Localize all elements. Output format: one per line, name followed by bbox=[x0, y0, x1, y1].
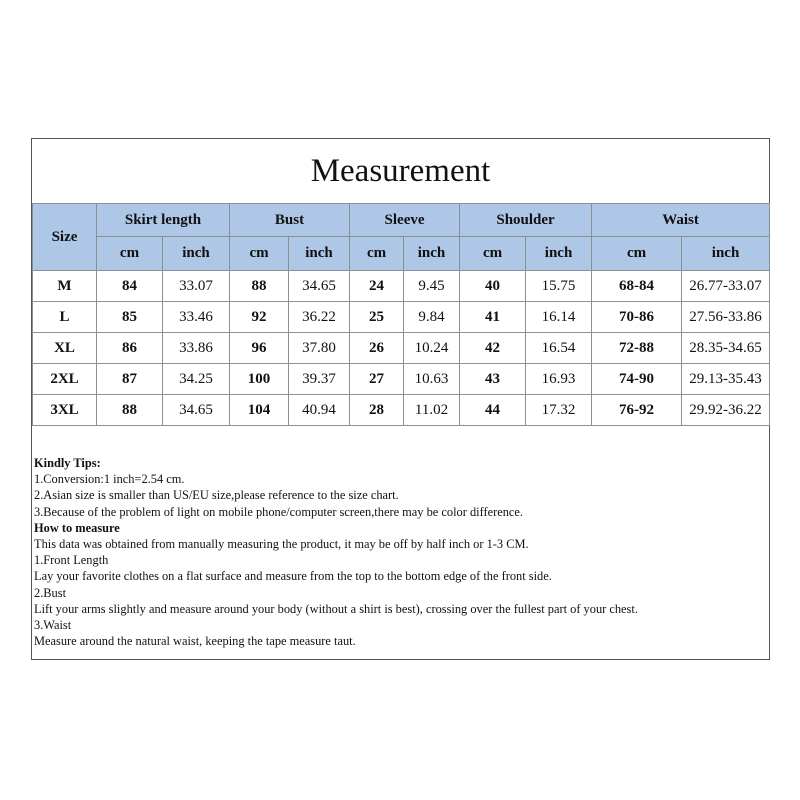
cm-value-cell: 104 bbox=[230, 395, 289, 426]
cm-value-cell: 70-86 bbox=[592, 302, 682, 333]
size-header: Size bbox=[33, 204, 97, 271]
unit-header-inch: inch bbox=[404, 237, 460, 271]
unit-header-cm: cm bbox=[230, 237, 289, 271]
cm-value-cell: 26 bbox=[350, 333, 404, 364]
cm-value-cell: 24 bbox=[350, 271, 404, 302]
tips-section bbox=[34, 455, 767, 651]
unit-header-row bbox=[33, 237, 770, 271]
size-cell: XL bbox=[33, 333, 97, 364]
inch-value-cell: 34.65 bbox=[163, 395, 230, 426]
how-line: This data was obtained from manually measuring the product, it may be off by half inch or 1-3 CM. bbox=[34, 537, 529, 552]
inch-value-cell: 10.24 bbox=[404, 333, 460, 364]
page-title: Measurement bbox=[310, 152, 491, 189]
inch-value-cell: 40.94 bbox=[289, 395, 350, 426]
cm-value-cell: 100 bbox=[230, 364, 289, 395]
cm-value-cell: 86 bbox=[97, 333, 163, 364]
size-table bbox=[32, 203, 770, 426]
table-row bbox=[33, 333, 770, 364]
tip-item: 2.Asian size is smaller than US/EU size,please reference to the size chart. bbox=[34, 488, 399, 503]
tips-heading: Kindly Tips: bbox=[34, 456, 101, 470]
cm-value-cell: 25 bbox=[350, 302, 404, 333]
unit-header-inch: inch bbox=[526, 237, 592, 271]
unit-header-cm: cm bbox=[592, 237, 682, 271]
size-chart bbox=[31, 138, 770, 660]
cm-value-cell: 41 bbox=[460, 302, 526, 333]
inch-value-cell: 28.35-34.65 bbox=[682, 333, 770, 364]
cm-value-cell: 28 bbox=[350, 395, 404, 426]
how-line: Lift your arms slightly and measure around your body (without a shirt is best), crossing over the fullest part of your chest. bbox=[34, 601, 638, 616]
inch-value-cell: 16.93 bbox=[526, 364, 592, 395]
inch-value-cell: 34.25 bbox=[163, 364, 230, 395]
inch-value-cell: 33.07 bbox=[163, 271, 230, 302]
inch-value-cell: 16.14 bbox=[526, 302, 592, 333]
unit-header-cm: cm bbox=[460, 237, 526, 271]
unit-header-inch: inch bbox=[163, 237, 230, 271]
how-line: 1.Front Length bbox=[34, 553, 109, 568]
group-header-bust: Bust bbox=[230, 204, 350, 237]
cm-value-cell: 92 bbox=[230, 302, 289, 333]
tip-item: 1.Conversion:1 inch=2.54 cm. bbox=[34, 472, 185, 487]
inch-value-cell: 16.54 bbox=[526, 333, 592, 364]
how-line: 2.Bust bbox=[34, 585, 67, 600]
tip-item: 3.Because of the problem of light on mobile phone/computer screen,there may be color difference. bbox=[34, 504, 524, 519]
cm-value-cell: 88 bbox=[97, 395, 163, 426]
group-header-shoulder: Shoulder bbox=[460, 204, 592, 237]
cm-value-cell: 40 bbox=[460, 271, 526, 302]
cm-value-cell: 84 bbox=[97, 271, 163, 302]
cm-value-cell: 72-88 bbox=[592, 333, 682, 364]
inch-value-cell: 37.80 bbox=[289, 333, 350, 364]
inch-value-cell: 9.45 bbox=[404, 271, 460, 302]
group-header-waist: Waist bbox=[592, 204, 770, 237]
cm-value-cell: 68-84 bbox=[592, 271, 682, 302]
inch-value-cell: 27.56-33.86 bbox=[682, 302, 770, 333]
unit-header-cm: cm bbox=[350, 237, 404, 271]
unit-header-inch: inch bbox=[682, 237, 770, 271]
size-cell: 2XL bbox=[33, 364, 97, 395]
inch-value-cell: 33.46 bbox=[163, 302, 230, 333]
group-header-row bbox=[33, 204, 770, 237]
group-header-skirt-length: Skirt length bbox=[97, 204, 230, 237]
cm-value-cell: 96 bbox=[230, 333, 289, 364]
size-cell: L bbox=[33, 302, 97, 333]
size-table-body bbox=[33, 271, 770, 426]
inch-value-cell: 15.75 bbox=[526, 271, 592, 302]
cm-value-cell: 43 bbox=[460, 364, 526, 395]
inch-value-cell: 17.32 bbox=[526, 395, 592, 426]
how-line: 3.Waist bbox=[34, 618, 72, 633]
size-cell: 3XL bbox=[33, 395, 97, 426]
inch-value-cell: 33.86 bbox=[163, 333, 230, 364]
size-cell: M bbox=[33, 271, 97, 302]
cm-value-cell: 27 bbox=[350, 364, 404, 395]
how-line: Measure around the natural waist, keeping the tape measure taut. bbox=[34, 634, 356, 649]
cm-value-cell: 85 bbox=[97, 302, 163, 333]
table-row bbox=[33, 395, 770, 426]
group-header-sleeve: Sleeve bbox=[350, 204, 460, 237]
inch-value-cell: 9.84 bbox=[404, 302, 460, 333]
inch-value-cell: 36.22 bbox=[289, 302, 350, 333]
cm-value-cell: 76-92 bbox=[592, 395, 682, 426]
table-row bbox=[33, 364, 770, 395]
how-line: Lay your favorite clothes on a flat surface and measure from the top to the bottom edge of the front side. bbox=[34, 569, 552, 584]
inch-value-cell: 10.63 bbox=[404, 364, 460, 395]
cm-value-cell: 88 bbox=[230, 271, 289, 302]
inch-value-cell: 34.65 bbox=[289, 271, 350, 302]
cm-value-cell: 74-90 bbox=[592, 364, 682, 395]
cm-value-cell: 42 bbox=[460, 333, 526, 364]
unit-header-cm: cm bbox=[97, 237, 163, 271]
how-to-measure-heading: How to measure bbox=[34, 520, 120, 535]
unit-header-inch: inch bbox=[289, 237, 350, 271]
inch-value-cell: 39.37 bbox=[289, 364, 350, 395]
inch-value-cell: 26.77-33.07 bbox=[682, 271, 770, 302]
cm-value-cell: 87 bbox=[97, 364, 163, 395]
cm-value-cell: 44 bbox=[460, 395, 526, 426]
inch-value-cell: 11.02 bbox=[404, 395, 460, 426]
table-row bbox=[33, 271, 770, 302]
table-row bbox=[33, 302, 770, 333]
inch-value-cell: 29.92-36.22 bbox=[682, 395, 770, 426]
inch-value-cell: 29.13-35.43 bbox=[682, 364, 770, 395]
